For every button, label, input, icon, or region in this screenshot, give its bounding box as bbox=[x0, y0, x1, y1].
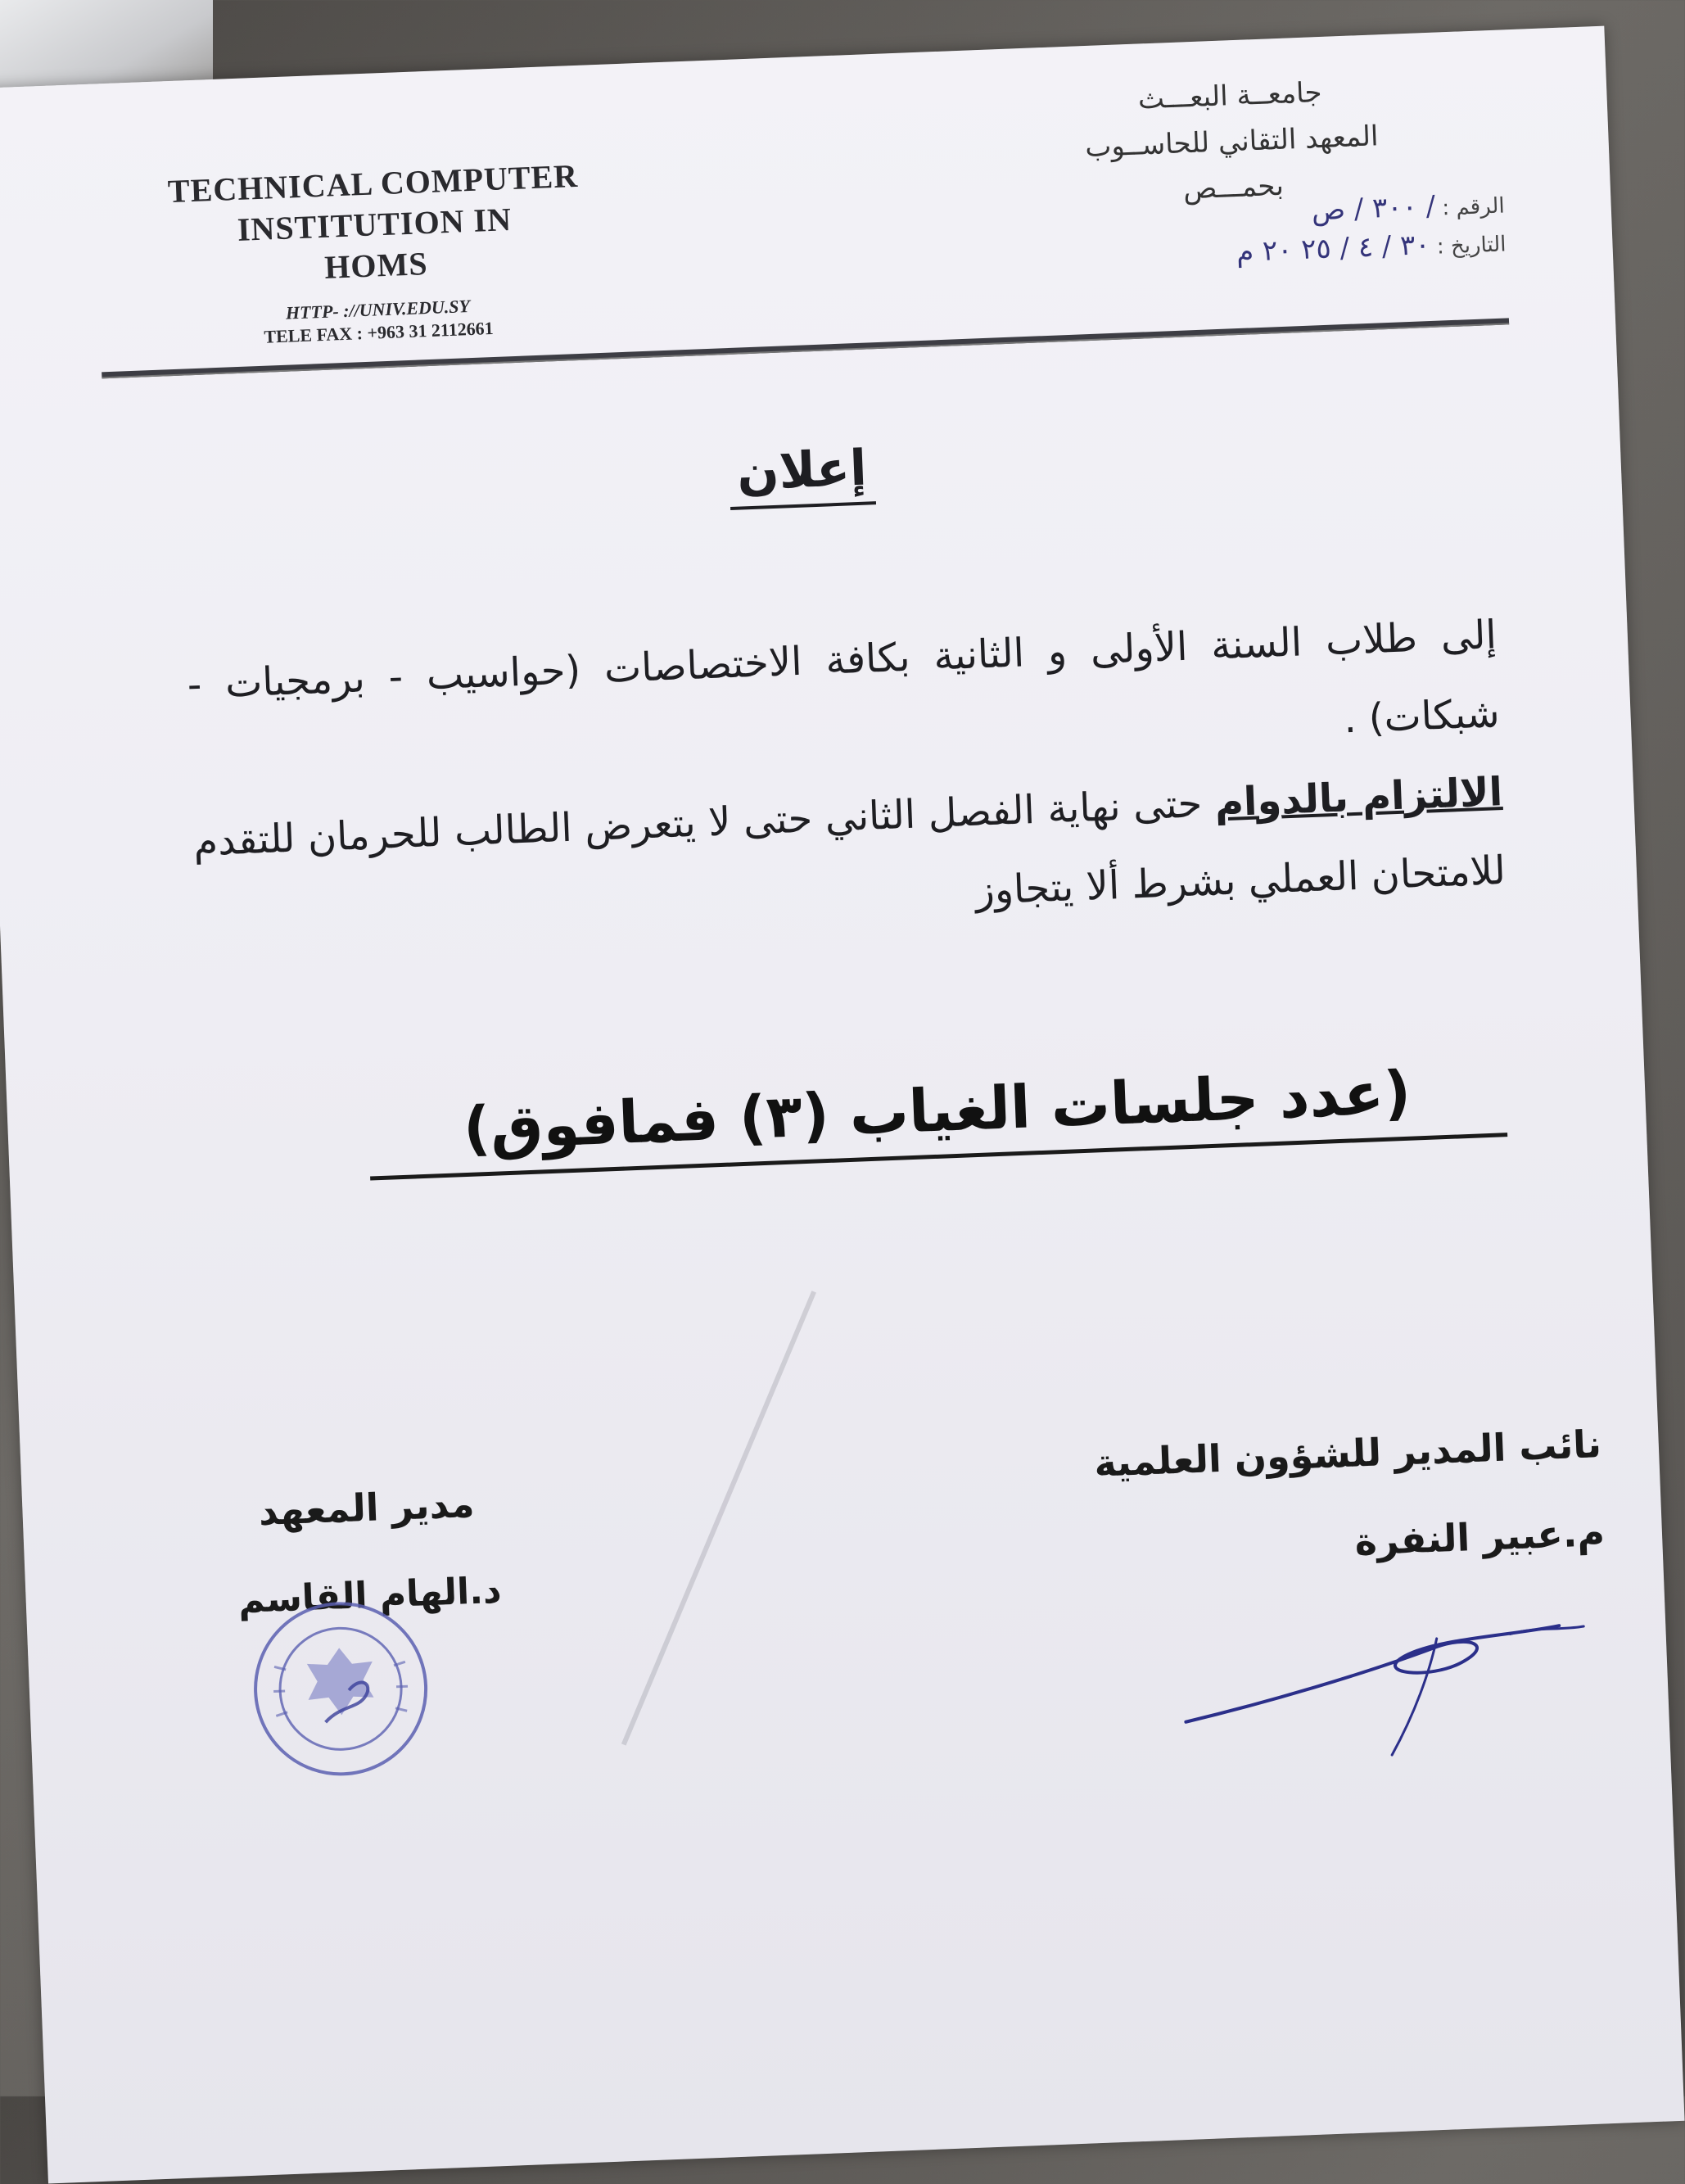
paper-shadow-line bbox=[621, 1291, 816, 1745]
university-name: جامعــة البعـــث bbox=[1137, 75, 1323, 116]
institute-name: المعهد التقاني للحاســوب bbox=[1084, 120, 1380, 165]
announcement-title-text: إعلان bbox=[728, 439, 876, 510]
body-paragraph-1: إلى طلاب السنة الأولى و الثانية بكافة الاختصاصات (حواسيب - برمجيات - شبكات) . bbox=[186, 612, 1501, 743]
official-stamp-icon bbox=[247, 1595, 434, 1782]
reference-number-value: / ٣٠٠ / ص bbox=[1311, 189, 1436, 228]
body-paragraph-2-text: حتى نهاية الفصل الثاني حتى لا يتعرض الطالب للحرمان للتقدم للامتحان العملي بشرط ألا يتجاوز bbox=[192, 780, 1507, 914]
header-line-2: INSTITUTION IN bbox=[237, 201, 513, 248]
handwritten-signature-icon bbox=[1166, 1608, 1597, 1772]
director-name: د.الهام القاسم bbox=[237, 1569, 503, 1622]
header-line-3: HOMS bbox=[323, 244, 429, 286]
reference-date-label: التاريخ : bbox=[1436, 232, 1507, 260]
absence-limit-highlight: (عدد جلسات الغياب (٣) فمافوق) bbox=[367, 1054, 1507, 1180]
document-page bbox=[0, 26, 1685, 2184]
announcement-title bbox=[0, 410, 1621, 531]
deputy-director-title: نائب المدير للشؤون العلمية bbox=[1093, 1422, 1602, 1485]
attendance-emphasis: الالتزام بالدوام bbox=[1213, 769, 1504, 826]
reference-date-value: ٣٠ / ٤ / ٢٥ ٢٠ م bbox=[1236, 228, 1431, 269]
deputy-director-name: م.عبير النفرة bbox=[1353, 1509, 1606, 1564]
city-name: بحمـــص bbox=[1182, 169, 1285, 206]
director-title: مدير المعهد bbox=[257, 1481, 476, 1535]
header-line-1: TECHNICAL COMPUTER bbox=[167, 156, 579, 210]
deputy-director-signature-block bbox=[978, 1419, 1606, 1580]
institution-header-english bbox=[143, 155, 608, 352]
fax-text: TELE FAX : +963 31 2112661 bbox=[263, 317, 495, 347]
reference-number-label: الرقم : bbox=[1441, 193, 1506, 221]
website-text: HTTP- ://UNIV.EDU.SY bbox=[285, 296, 471, 323]
announcement-body bbox=[186, 595, 1507, 960]
